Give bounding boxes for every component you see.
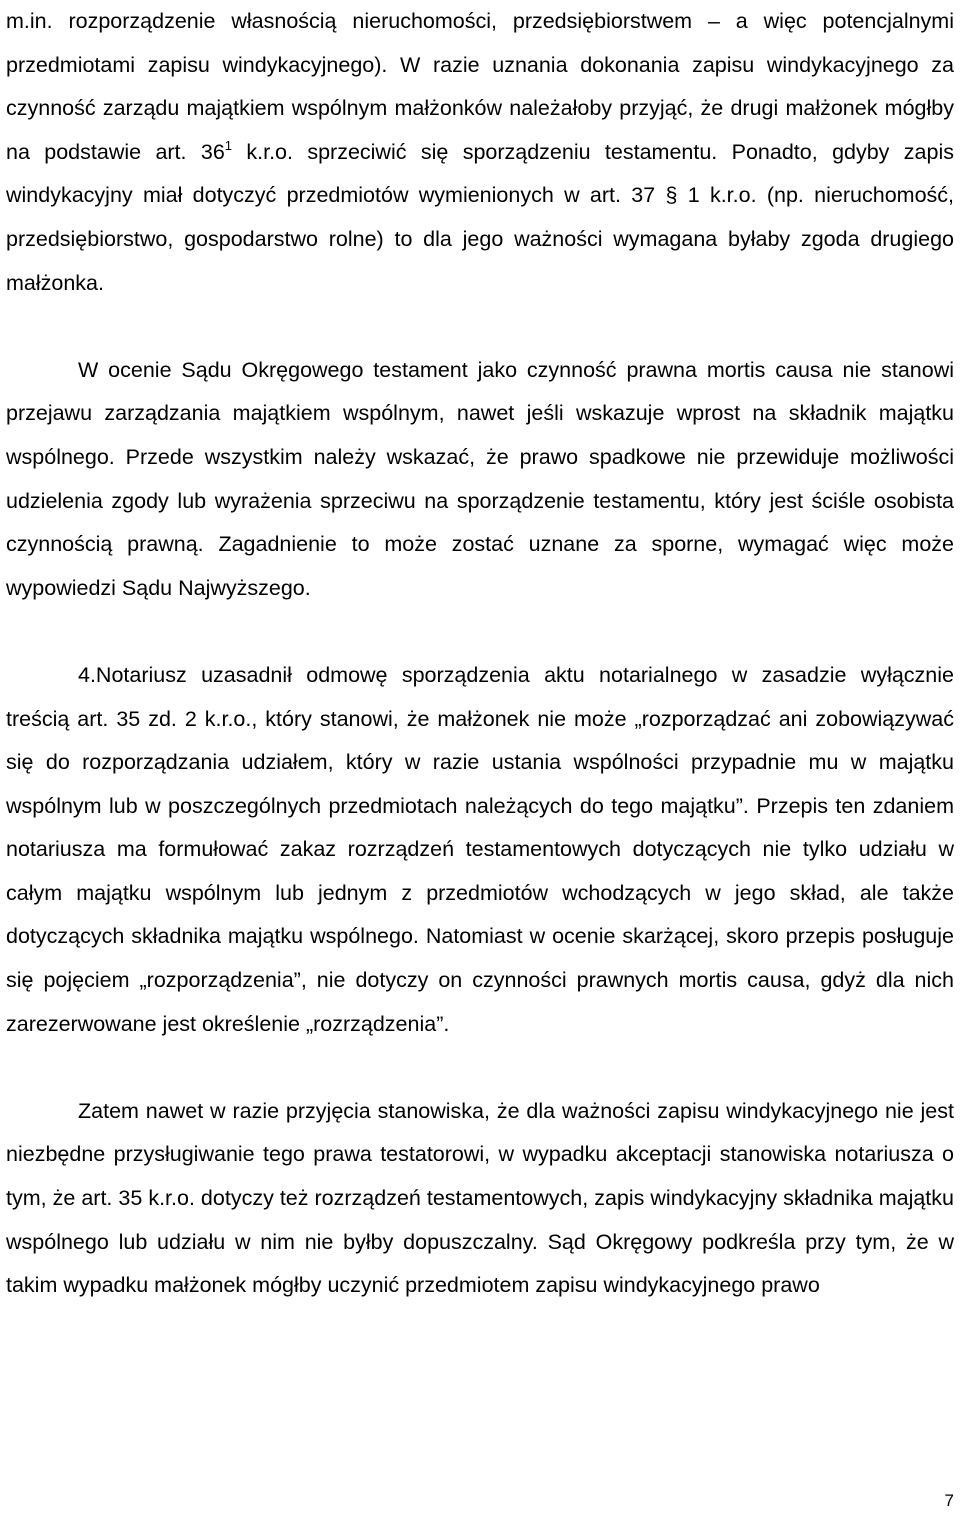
paragraph-gap xyxy=(6,610,954,654)
paragraph-2: W ocenie Sądu Okręgowego testament jako czynność prawna mortis causa nie stanowi przejawu zarządzania majątkiem wspólnym, nawet jeśli wskazuje wprost na składnik majątku wspólnego. Przede wszystkim należy wskazać, że prawo spadkowe nie przewiduje możliwości udzielenia zgody lub wyrażenia sprzeciwu na sporządzenie testamentu, który jest ściśle osobista czynnością prawną. Zagadnienie to może zostać uznane za sporne, wymagać więc może wypowiedzi Sądu Najwyższego. xyxy=(6,357,954,600)
superscript-1: 1 xyxy=(224,137,233,153)
paragraph-gap xyxy=(6,1046,954,1090)
document-page xyxy=(6,0,954,1308)
paragraph-gap xyxy=(6,305,954,349)
paragraph-4: Zatem nawet w razie przyjęcia stanowiska, że dla ważności zapisu windykacyjnego nie jest niezbędne przysługiwanie tego prawa testatorowi, w wypadku akceptacji stanowiska notariusza o tym, że art. 35 k.r.o. dotyczy też rozrządzeń testamentowych, zapis windykacyjny składnika majątku wspólnego lub udziału w nim nie byłby dopuszczalny. Sąd Okręgowy podkreśla przy tym, że w takim wypadku małżonek mógłby uczynić przedmiotem zapisu windykacyjnego prawo xyxy=(6,1098,954,1298)
paragraph-3: 4.Notariusz uzasadnił odmowę sporządzenia aktu notarialnego w zasadzie wyłącznie treścią art. 35 zd. 2 k.r.o., który stanowi, że małżonek nie może „rozporządzać ani zobowiązywać się do rozporządzania udziałem, który w razie ustania wspólności przypadnie mu w majątku wspólnym lub w poszczególnych przedmiotach należących do tego majątku”. Przepis ten zdaniem notariusza ma formułować zakaz rozrządzeń testamentowych dotyczących nie tylko udziału w całym majątku wspólnym lub jednym z przedmiotów wchodzących w jego skład, ale także dotyczących składnika majątku wspólnego. Natomiast w ocenie skarżącej, skoro przepis posługuje się pojęciem „rozporządzenia”, nie dotyczy on czynności prawnych mortis causa, gdyż dla nich zarezerwowane jest określenie „rozrządzenia”. xyxy=(6,662,954,1036)
paragraph-1-text-c: 1 k.r.o. (np. nieruchomość, przedsiębiorstwo, gospodarstwo rolne) to dla jego ważności wymagana byłaby zgoda drugiego małżonka. xyxy=(6,183,954,295)
section-sign: § xyxy=(665,183,678,208)
paragraph-1-text-b: k.r.o. sprzeciwić się sporządzeniu testamentu. Ponadto, gdyby zapis windykacyjny miał dotyczyć przedmiotów wymienionych w art. 37 xyxy=(6,139,954,208)
page-number: 7 xyxy=(944,1491,954,1510)
paragraph-1 xyxy=(6,0,954,305)
paragraph-1-text-a: m.in. rozporządzenie własnością nieruchomości, przedsiębiorstwem – a więc potencjalnymi przedmiotami zapisu windykacyjnego). W razie uznania dokonania zapisu windykacyjnego za czynność zarządu majątkiem wspólnym małżonków należałoby przyjąć, że drugi małżonek mógłby na podstawie art. 36 xyxy=(6,9,954,164)
